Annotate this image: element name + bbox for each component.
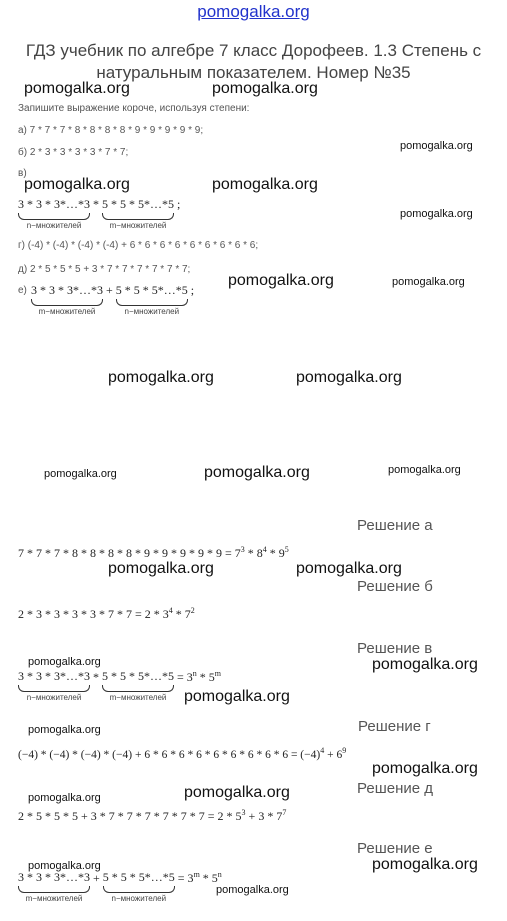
task-e-label: е) (18, 285, 27, 296)
underbrace-group (31, 283, 103, 316)
watermark: pomogalka.org (372, 760, 478, 777)
underbrace-group (103, 870, 175, 903)
watermark: pomogalka.org (400, 208, 473, 220)
product-threes: 3 * 3 * 3*…*3 (18, 197, 90, 211)
solution-b-heading: Решение б (357, 578, 433, 595)
operator: * (93, 670, 99, 684)
product-threes: 3 * 3 * 3*…*3 (18, 669, 90, 683)
watermark: pomogalka.org (296, 369, 402, 386)
brace-label: m−множителей (25, 894, 83, 903)
watermark: pomogalka.org (28, 656, 101, 668)
underbrace-group (18, 669, 90, 702)
site-link[interactable]: pomogalka.org (197, 2, 310, 21)
underbrace (18, 886, 90, 893)
watermark: pomogalka.org (372, 656, 478, 673)
task-a: а) 7 * 7 * 7 * 8 * 8 * 8 * 8 * 9 * 9 * 9 * 9 * 9; (18, 125, 204, 136)
underbrace (103, 886, 175, 893)
task-v-label: в) (18, 168, 27, 179)
underbrace-group (116, 283, 188, 316)
product-fives: 5 * 5 * 5*…*5 (115, 283, 188, 297)
underbrace-group (102, 669, 174, 702)
solution-v-formula: 3 * 3 * 3*…*3 n−множителей * 5 * 5 * 5*…*5 m−множителей = $3^n * 5^m$ (18, 669, 222, 702)
brace-label: m−множителей (38, 307, 96, 316)
product-fives: 5 * 5 * 5*…*5 (102, 197, 174, 211)
product-fives: 5 * 5 * 5*…*5 (102, 669, 174, 683)
brace-label: m−множителей (109, 693, 167, 702)
watermark: pomogalka.org (228, 272, 334, 289)
watermark: pomogalka.org (372, 856, 478, 873)
watermark: pomogalka.org (216, 884, 289, 896)
watermark: pomogalka.org (108, 560, 214, 577)
watermark: pomogalka.org (28, 792, 101, 804)
underbrace-group (18, 870, 90, 903)
solution-e-formula: 3 * 3 * 3*…*3 m−множителей + 5 * 5 * 5*…*5 n−множителей = $3^m * 5^n$ (18, 870, 222, 903)
watermark: pomogalka.org (24, 176, 130, 193)
task-e-expression (31, 283, 194, 316)
solution-d-heading: Решение д (357, 780, 433, 797)
brace-label: n−множителей (124, 307, 180, 316)
task-v-expression (18, 197, 180, 230)
task-d: д) 2 * 5 * 5 * 5 + 3 * 7 * 7 * 7 * 7 * 7 * 7; (18, 264, 191, 275)
underbrace (18, 213, 90, 220)
underbrace-group (18, 197, 90, 230)
underbrace (18, 685, 90, 692)
product-fives: 5 * 5 * 5*…*5 (102, 870, 175, 884)
solution-g-formula: $(-4) * (-4) * (-4) * (-4) + 6 * 6 * 6 * 6 * 6 * 6 * 6 * 6 * 6 = (-4)^4 + 6^9$ (18, 746, 347, 761)
product-threes: 3 * 3 * 3*…*3 (18, 870, 90, 884)
watermark: pomogalka.org (212, 80, 318, 97)
task-intro: Запишите выражение короче, используя степени: (18, 103, 250, 114)
watermark: pomogalka.org (388, 464, 461, 476)
operator: + (106, 283, 113, 297)
solution-g-heading: Решение г (358, 718, 431, 735)
underbrace (31, 299, 103, 306)
punctuation: ; (177, 197, 181, 211)
watermark: pomogalka.org (184, 688, 290, 705)
operator: * (93, 197, 99, 211)
brace-label: n−множителей (26, 221, 82, 230)
watermark: pomogalka.org (400, 140, 473, 152)
underbrace (116, 299, 188, 306)
watermark: pomogalka.org (24, 80, 130, 97)
watermark: pomogalka.org (296, 560, 402, 577)
product-threes: 3 * 3 * 3*…*3 (31, 283, 103, 297)
brace-label: n−множителей (111, 894, 167, 903)
watermark: pomogalka.org (212, 176, 318, 193)
watermark: pomogalka.org (392, 276, 465, 288)
watermark: pomogalka.org (184, 784, 290, 801)
watermark: pomogalka.org (44, 468, 117, 480)
solution-a-formula: $7 * 7 * 7 * 8 * 8 * 8 * 8 * 9 * 9 * 9 * 9 * 9 = 7^3 * 8^4 * 9^5$ (18, 545, 289, 560)
watermark: pomogalka.org (204, 464, 310, 481)
watermark: pomogalka.org (108, 369, 214, 386)
watermark: pomogalka.org (28, 860, 101, 872)
watermark: pomogalka.org (28, 724, 101, 736)
page-title: ГДЗ учебник по алгебре 7 класс Дорофеев. 1.3 Степень с натуральным показателем. Номер №35 (25, 41, 482, 82)
solution-v-heading: Решение в (357, 640, 433, 657)
task-g: г) (-4) * (-4) * (-4) * (-4) + 6 * 6 * 6 * 6 * 6 * 6 * 6 * 6 * 6; (18, 240, 259, 251)
task-b: б) 2 * 3 * 3 * 3 * 3 * 7 * 7; (18, 147, 129, 158)
operator: + (93, 871, 100, 885)
underbrace (102, 213, 174, 220)
solution-d-formula: $2 * 5 * 5 * 5 + 3 * 7 * 7 * 7 * 7 * 7 * 7 = 2 * 5^3 + 3 * 7^7$ (18, 808, 287, 823)
underbrace-group (102, 197, 174, 230)
brace-label: n−множителей (26, 693, 82, 702)
brace-label: m−множителей (109, 221, 167, 230)
solution-b-formula: $2 * 3 * 3 * 3 * 3 * 7 * 7 = 2 * 3^4 * 7^2$ (18, 606, 195, 621)
underbrace (102, 685, 174, 692)
punctuation: ; (190, 283, 195, 297)
solution-a-heading: Решение а (357, 517, 433, 534)
solution-e-heading: Решение е (357, 840, 433, 857)
